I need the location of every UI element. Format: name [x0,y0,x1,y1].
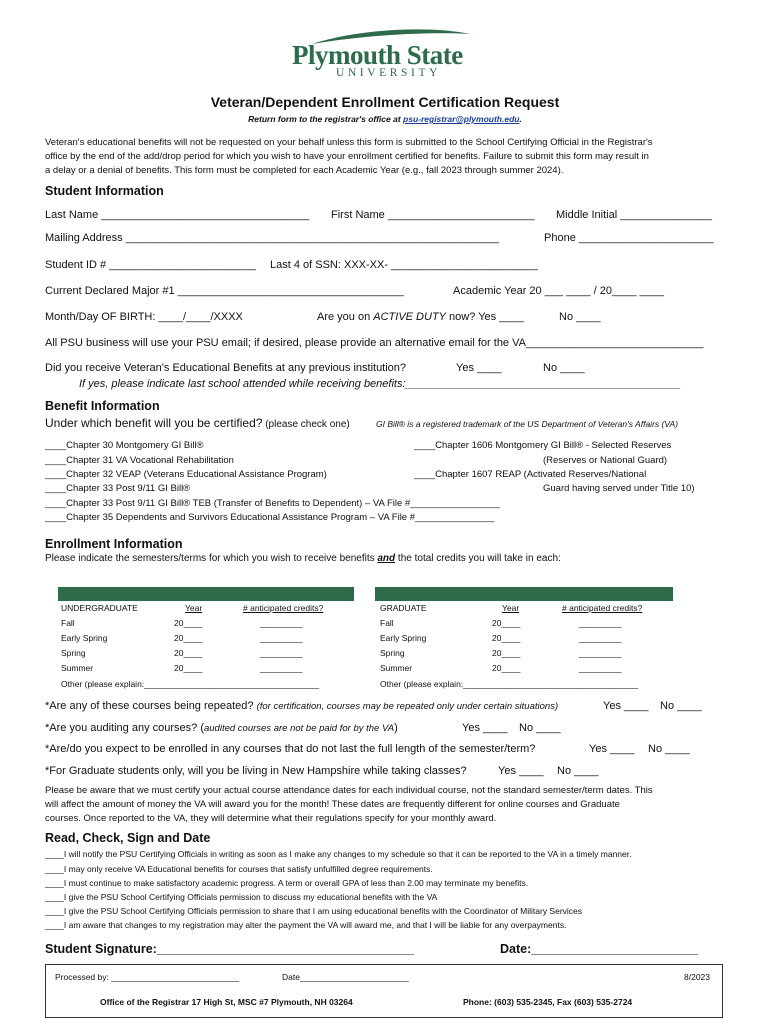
undergrad-header-bar [58,587,354,601]
year-input[interactable]: 20____ [174,618,203,628]
repeat-courses-no[interactable]: No ____ [660,700,702,712]
benefit-option[interactable]: ____Chapter 30 Montgomery GI Bill® [45,440,204,451]
middle-initial-field[interactable]: Middle Initial _______________ [556,209,712,221]
gi-bill-trademark-note: GI Bill® is a registered trademark of the US Department of Veteran's Affairs (VA) [376,419,679,429]
short-courses-question: *Are/do you expect to be enrolled in any courses that do not last the full length of the semester/term? [45,743,536,755]
sign-heading: Read, Check, Sign and Date [45,831,211,845]
undergrad-other-field[interactable]: Other (please explain:_____________________________________ [61,679,320,689]
term-label: Spring [380,648,405,658]
alt-email-field[interactable]: All PSU business will use your PSU email; if desired, please provide an alternative email for the VA_____________________________ [45,337,704,349]
major-field[interactable]: Current Declared Major #1 _____________________________________ [45,285,405,297]
term-label: Early Spring [61,633,108,643]
acknowledgement-item[interactable]: ____I give the PSU School Certifying Officials permission to discuss my educational benefits with the VA [45,892,438,902]
year-input[interactable]: 20____ [174,648,203,658]
page-title: Veteran/Dependent Enrollment Certification Request [210,94,560,110]
credits-input[interactable]: _________ [579,648,622,658]
grad-label: GRADUATE [380,603,427,613]
grad-credits-header: # anticipated credits? [562,603,643,613]
undergrad-credits-header: # anticipated credits? [243,603,324,613]
return-suffix: . [519,114,522,124]
processed-by-field[interactable]: Processed by: ___________________________ [55,972,239,982]
grad-other-field[interactable]: Other (please explain:_____________________________________ [380,679,639,689]
dob-field[interactable]: Month/Day OF BIRTH: ____/____/XXXX [45,311,243,323]
benefit-info-heading: Benefit Information [45,399,160,413]
year-input[interactable]: 20____ [492,633,521,643]
active-duty-pre: Are you on [317,311,374,323]
credits-input[interactable]: _________ [579,633,622,643]
credits-input[interactable]: _________ [260,618,303,628]
benefit-question [45,416,350,430]
active-duty-post: now? Yes ____ [446,311,524,323]
student-id-field[interactable]: Student ID # ________________________ [45,259,257,271]
acknowledgement-item[interactable]: ____I will notify the PSU Certifying Officials in writing as soon as I make any changes to my schedule so that it can be reported to the VA in a timely manner. [45,849,632,859]
short-courses-yes[interactable]: Yes ____ [589,743,635,755]
benefit-check-one: (please check one) [262,419,350,430]
logo-name: Plymouth State [292,40,463,70]
credits-input[interactable]: _________ [260,633,303,643]
acknowledgement-item[interactable]: ____I must continue to make satisfactory academic progress. A term or overall GPA of less than 2.00 may terminate my benefits. [45,878,529,888]
first-name-field[interactable]: First Name ________________________ [331,209,535,221]
benefit-option[interactable]: ____Chapter 35 Dependents and Survivors Educational Assistance Program – VA File #_______________ [45,512,495,523]
acknowledgement-item[interactable]: ____I may only receive VA Educational benefits for courses that satisfy unfulfilled degree requirements. [45,864,433,874]
attendance-note-1: Please be aware that we must certify your actual course attendance dates for each individual course, not the standard semester/term dates. This [45,785,653,796]
intro-line-3: a delay or a denial of benefits. This form must be completed for each Academic Year (e.g., fall 2023 through summer 2024). [45,165,564,176]
repeat-courses-yes[interactable]: Yes ____ [603,700,649,712]
processed-date-field[interactable]: Date_______________________ [282,972,409,982]
enrollment-info-heading: Enrollment Information [45,537,183,551]
nh-residence-question: *For Graduate students only, will you be living in New Hampshire while taking classes? [45,765,467,777]
enrollment-instr-post: the total credits you will take in each: [395,553,561,564]
credits-input[interactable]: _________ [260,663,303,673]
credits-input[interactable]: _________ [579,618,622,628]
benefit-option-cont: Guard having served under Title 10) [543,483,695,494]
year-input[interactable]: 20____ [492,663,521,673]
active-duty-no[interactable]: No ____ [559,311,601,323]
short-courses-no[interactable]: No ____ [648,743,690,755]
undergrad-label: UNDERGRADUATE [61,603,138,613]
year-input[interactable]: 20____ [492,618,521,628]
nh-residence-yes[interactable]: Yes ____ [498,765,544,777]
term-label: Fall [61,618,75,628]
office-phone: Phone: (603) 535-2345, Fax (603) 535-2724 [463,997,633,1007]
year-input[interactable]: 20____ [174,663,203,673]
prev-benefits-question: Did you receive Veteran's Educational Benefits at any previous institution? [45,362,407,374]
q1-em: (for certification, courses may be repeated only under certain situations) [256,701,559,712]
benefit-option[interactable]: ____Chapter 31 VA Vocational Rehabilitation [45,455,234,466]
term-label: Early Spring [380,633,427,643]
credits-input[interactable]: _________ [260,648,303,658]
term-label: Fall [380,618,394,628]
repeat-courses-question [45,700,558,712]
active-duty-yes[interactable] [317,311,524,323]
prev-benefits-yes[interactable]: Yes ____ [456,362,502,374]
benefit-option[interactable]: ____Chapter 32 VEAP (Veterans Educational Assistance Program) [45,469,327,480]
intro-line-2: office by the end of the add/drop period for which you wish to have your enrollment certified for benefits. Failure to submit this form may result in [45,151,649,162]
signature-field[interactable]: Student Signature:_____________________________________ [45,942,415,956]
term-label: Summer [61,663,94,673]
term-label: Spring [61,648,86,658]
return-line [0,114,770,124]
phone-field[interactable]: Phone ______________________ [544,232,714,244]
registrar-email-link[interactable]: psu-registrar@plymouth.edu [403,114,520,124]
q1-pre: *Are any of these courses being repeated? [45,700,257,712]
prev-benefits-no[interactable]: No ____ [543,362,585,374]
enrollment-instr-pre: Please indicate the semesters/terms for which you wish to receive benefits [45,553,378,564]
acknowledgement-item[interactable]: ____I give the PSU School Certifying Officials permission to share that I am using educational benefits with the Coordinator of Military Services [45,906,583,916]
student-info-heading: Student Information [45,184,164,198]
q2-post: ) [394,722,398,734]
year-input[interactable]: 20____ [492,648,521,658]
last-name-field[interactable]: Last Name __________________________________ [45,209,310,221]
undergrad-year-header: Year [185,603,203,613]
credits-input[interactable]: _________ [579,663,622,673]
intro-line-1: Veteran's educational benefits will not be requested on your behalf unless this form is submitted to the School Certifying Official in the Registrar's [45,137,653,148]
q2-em: audited courses are not be paid for by the VA [203,723,395,734]
benefit-option[interactable]: ____Chapter 33 Post 9/11 GI Bill® [45,483,191,494]
return-prefix: Return form to the registrar's office at [248,114,404,124]
enrollment-instr-and: and [377,553,396,564]
signature-date-field[interactable]: Date:________________________ [500,942,699,956]
active-duty-em: ACTIVE DUTY [373,311,446,323]
form-version: 8/2023 [684,972,710,982]
ssn-field[interactable]: Last 4 of SSN: XXX-XX- ________________________ [270,259,538,271]
benefit-option[interactable]: ____Chapter 1606 Montgomery GI Bill® - Selected Reserves [414,440,672,451]
benefit-option[interactable]: ____Chapter 1607 REAP (Activated Reserves/National [414,469,647,480]
grad-year-header: Year [502,603,520,613]
q2-pre: *Are you auditing any courses? ( [45,722,204,734]
office-address: Office of the Registrar 17 High St, MSC #7 Plymouth, NH 03264 [100,997,353,1007]
mailing-address-field[interactable]: Mailing Address _____________________________________________________________ [45,232,499,244]
attendance-note-2: will affect the amount of money the VA will award you for the month! These dates are frequently different for online courses and Graduate [45,799,620,810]
audit-courses-no[interactable]: No ____ [519,722,561,734]
nh-residence-no[interactable]: No ____ [557,765,599,777]
benefit-option-cont: (Reserves or National Guard) [543,455,668,466]
academic-year-field[interactable]: Academic Year 20 ___ ____ / 20____ ____ [453,285,665,297]
audit-courses-yes[interactable]: Yes ____ [462,722,508,734]
acknowledgement-item[interactable]: ____I am aware that changes to my registration may alter the payment the VA will award me, and that I will be liable for any overpayments. [45,920,567,930]
benefit-question-text: Under which benefit will you be certified? [45,416,263,430]
logo-sub: UNIVERSITY [336,67,441,79]
last-school-field[interactable]: If yes, please indicate last school attended while receiving benefits:_____________________________________________ [79,378,681,390]
grad-header-bar [375,587,673,601]
benefit-option[interactable]: ____Chapter 33 Post 9/11 GI Bill® TEB (Transfer of Benefits to Dependent) – VA File #_________________ [45,498,501,509]
attendance-note-3: courses. Once reported to the VA, they will determine what their regulations specify for your monthly award. [45,813,497,824]
term-label: Summer [380,663,413,673]
year-input[interactable]: 20____ [174,633,203,643]
audit-courses-question [45,722,398,734]
enrollment-instructions [45,553,561,564]
